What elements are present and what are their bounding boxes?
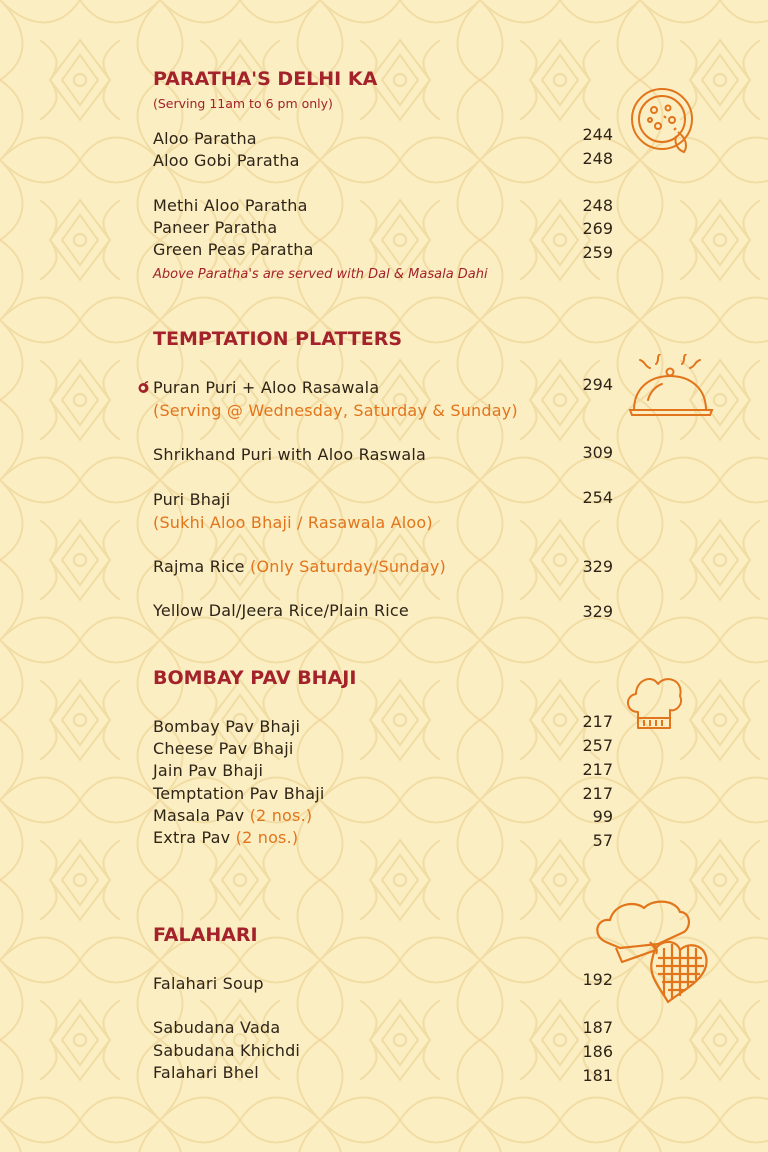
menu-item-name: Sabudana Vada xyxy=(153,1018,281,1037)
menu-item-name: Sabudana Khichdi xyxy=(153,1041,301,1060)
menu-item-name: Yellow Dal/Jeera Rice/Plain Rice xyxy=(153,601,409,620)
menu-item-price: 254 xyxy=(582,488,613,507)
section-note-paratha: Above Paratha's are served with Dal & Masala Dahi xyxy=(153,267,488,282)
menu-item-extra: (Serving @ Wednesday, Saturday & Sunday) xyxy=(153,401,518,420)
chef-hat-icon xyxy=(622,670,686,732)
menu-item-extra: (2 nos.) xyxy=(249,806,313,825)
menu-item-extra: (Sukhi Aloo Bhaji / Rasawala Aloo) xyxy=(153,513,433,532)
menu-item-name xyxy=(153,806,312,825)
cloche-icon xyxy=(626,354,718,420)
menu-item-price: 192 xyxy=(582,970,613,989)
menu-item-price: 181 xyxy=(582,1066,613,1085)
menu-item-name xyxy=(153,557,446,576)
menu-item-price: 187 xyxy=(582,1018,613,1037)
section-title-paratha: PARATHA'S DELHI KA xyxy=(153,68,378,90)
menu-item-name: Falahari Bhel xyxy=(153,1063,259,1082)
menu-item-price: 269 xyxy=(582,219,613,238)
menu-item-name: Shrikhand Puri with Aloo Raswala xyxy=(153,445,427,464)
menu-item-name-text: Extra Pav xyxy=(153,828,231,847)
menu-item-name: Puri Bhaji xyxy=(153,490,231,509)
menu-item-name: Jain Pav Bhaji xyxy=(153,761,264,780)
menu-item-price: 217 xyxy=(582,784,613,803)
menu-item-name: Temptation Pav Bhaji xyxy=(153,784,325,803)
menu-item-price: 217 xyxy=(582,760,613,779)
menu-item-price: 99 xyxy=(592,807,613,826)
menu-item-name: Paneer Paratha xyxy=(153,218,278,237)
menu-item-name: Bombay Pav Bhaji xyxy=(153,717,301,736)
section-subtitle-paratha: (Serving 11am to 6 pm only) xyxy=(153,96,333,111)
menu-item-extra: (Only Saturday/Sunday) xyxy=(250,557,446,576)
menu-item-extra: (2 nos.) xyxy=(235,828,299,847)
menu-item-price: 329 xyxy=(582,602,613,621)
menu-item-price: 248 xyxy=(582,196,613,215)
menu-item-name: Puran Puri + Aloo Rasawala xyxy=(153,378,380,397)
menu-item-name: Cheese Pav Bhaji xyxy=(153,739,294,758)
menu-item-price: 259 xyxy=(582,243,613,262)
menu-item-price: 294 xyxy=(582,375,613,394)
chef-special-icon xyxy=(137,381,150,394)
section-title-falahari: FALAHARI xyxy=(153,924,258,946)
menu-item-name xyxy=(153,828,298,847)
menu-item-name: Green Peas Paratha xyxy=(153,240,314,259)
menu-item-name: Methi Aloo Paratha xyxy=(153,196,308,215)
menu-item-name: Aloo Paratha xyxy=(153,129,257,148)
section-title-platters: TEMPTATION PLATTERS xyxy=(153,328,403,350)
menu-item-price: 57 xyxy=(592,831,613,850)
menu-item-price: 248 xyxy=(582,149,613,168)
menu-item-name-text: Rajma Rice xyxy=(153,557,245,576)
menu-item-price: 257 xyxy=(582,736,613,755)
chef-hat-mitten-icon xyxy=(592,896,716,1006)
menu-item-price: 309 xyxy=(582,443,613,462)
menu-item-price: 217 xyxy=(582,712,613,731)
menu-item-price: 186 xyxy=(582,1042,613,1061)
menu-item-name-text: Masala Pav xyxy=(153,806,245,825)
menu-item-price: 329 xyxy=(582,557,613,576)
menu-item-name: Falahari Soup xyxy=(153,974,264,993)
menu-item-price: 244 xyxy=(582,125,613,144)
section-title-pavbhaji: BOMBAY PAV BHAJI xyxy=(153,667,357,689)
menu-item-name: Aloo Gobi Paratha xyxy=(153,151,300,170)
pizza-plate-icon xyxy=(628,86,700,158)
